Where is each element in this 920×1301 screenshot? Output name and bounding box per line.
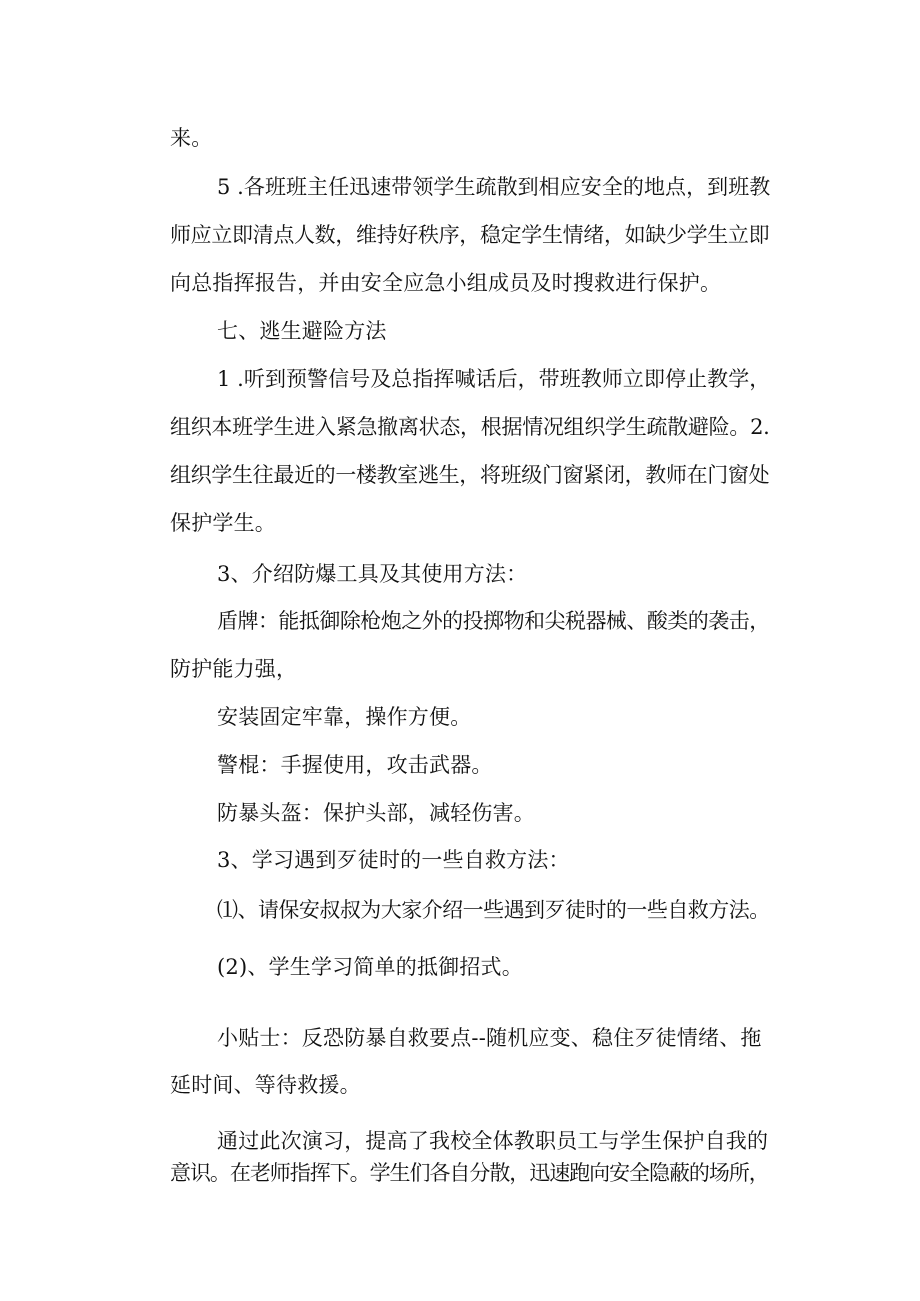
text-line: 3、介绍防爆工具及其使用方法： bbox=[217, 562, 528, 586]
text-line: 保护学生。 bbox=[170, 511, 276, 535]
text-line: (2)、学生学习简单的抵御招式。 bbox=[217, 955, 523, 979]
text-line: 1 .听到预警信号及总指挥喊话后，带班教师立即停止教学， bbox=[217, 367, 771, 391]
text-line: 延时间、等待救援。 bbox=[170, 1073, 361, 1097]
text-line: 小贴士：反恐防暴自救要点--随机应变、稳住歹徒情绪、拖 bbox=[217, 1026, 762, 1050]
text-line: ⑴、请保安叔叔为大家介绍一些遇到歹徒时的一些自救方法。 bbox=[217, 898, 770, 922]
text-line: 防暴头盔：保护头部，减轻伤害。 bbox=[217, 801, 535, 825]
text-line: 5 .各班班主任迅速带领学生疏散到相应安全的地点，到班教 bbox=[217, 175, 771, 199]
text-line: 3、学习遇到歹徒时的一些自救方法： bbox=[217, 848, 570, 872]
text-line: 师应立即清点人数，维持好秩序，稳定学生情绪，如缺少学生立即 bbox=[170, 223, 770, 247]
text-line: 组织学生往最近的一楼教室逃生，将班级门窗紧闭，教师在门窗处 bbox=[170, 463, 770, 487]
text-line: 警棍：手握使用，攻击武器。 bbox=[217, 753, 493, 777]
text-line: 盾牌：能抵御除枪炮之外的投掷物和尖税器械、酸类的袭击， bbox=[217, 609, 770, 633]
text-line: 安装固定牢靠，操作方便。 bbox=[217, 705, 472, 729]
text-line: 向总指挥报告，并由安全应急小组成员及时搜救进行保护。 bbox=[170, 271, 722, 295]
text-line: 通过此次演习，提高了我校全体教职员工与学生保护自我的 bbox=[217, 1129, 769, 1153]
section-heading: 七、逃生避险方法 bbox=[217, 319, 387, 343]
text-line: 意识。在老师指挥下。学生们各自分散，迅速跑向安全隐蔽的场所， bbox=[170, 1161, 769, 1185]
text-line: 组织本班学生进入紧急撤离状态，根据情况组织学生疏散避险。2. bbox=[170, 415, 770, 439]
text-line: 来。 bbox=[170, 126, 213, 150]
text-line: 防护能力强， bbox=[170, 657, 298, 681]
